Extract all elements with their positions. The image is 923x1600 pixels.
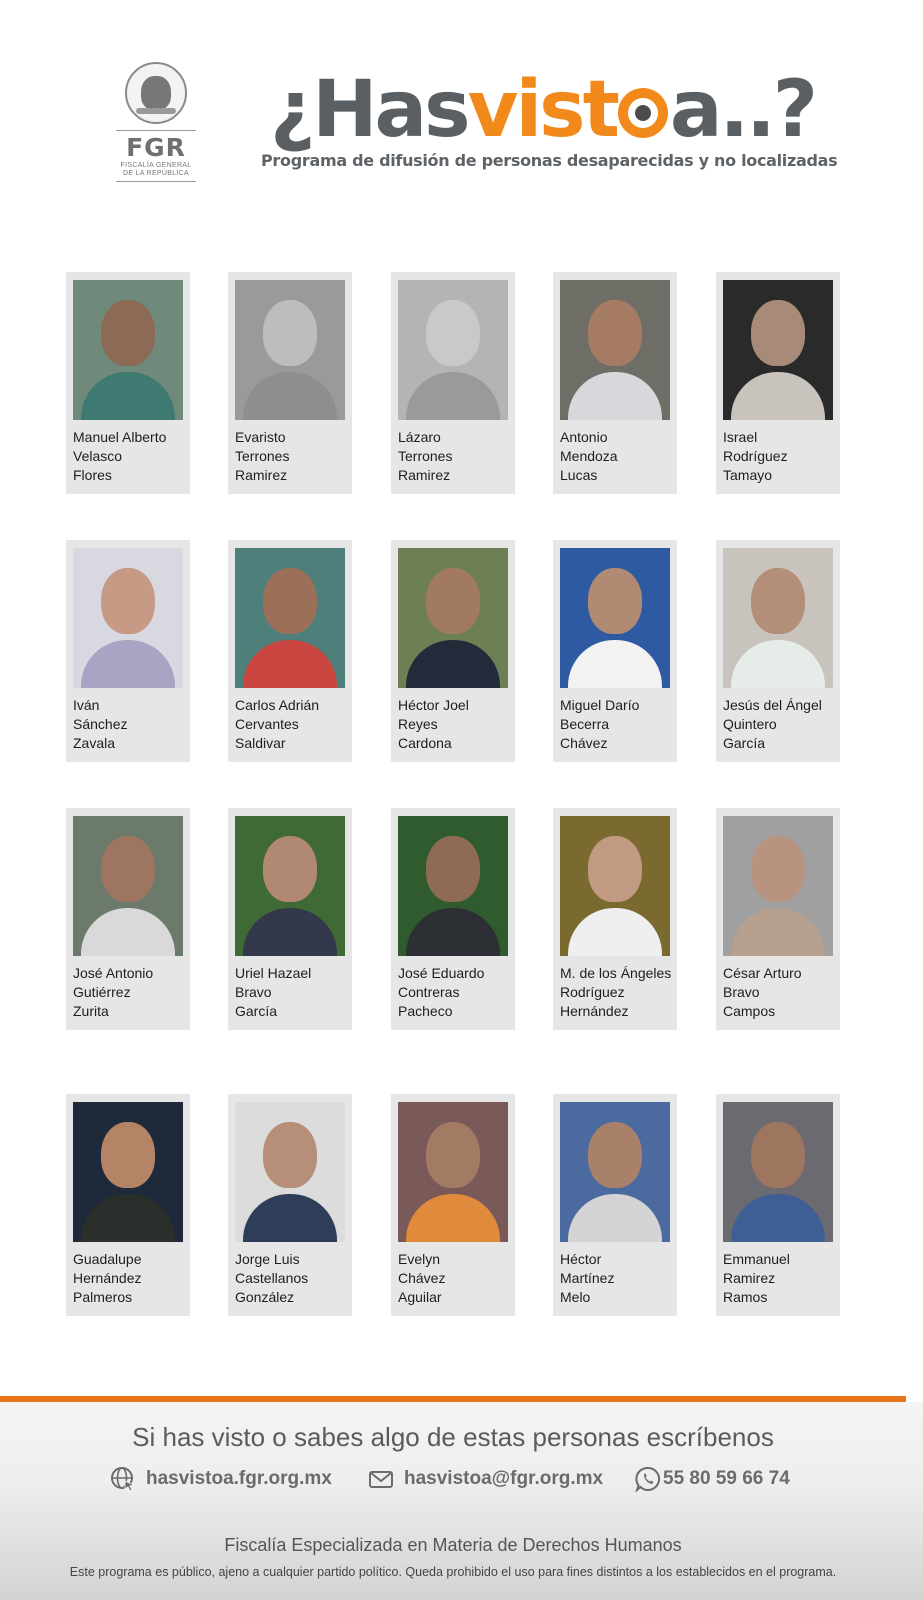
person-card [228,1094,352,1316]
person-name-line: García [723,735,766,751]
person-photo [560,816,670,956]
person-photo [235,816,345,956]
person-card [716,808,840,1030]
person-card [228,808,352,1030]
person-silhouette-body [568,1194,662,1242]
person-silhouette-head [101,836,155,902]
person-name-line: García [235,1003,278,1019]
person-photo [723,1102,833,1242]
person-name [723,696,841,753]
person-photo [560,548,670,688]
person-name [398,1250,516,1307]
person-silhouette-body [731,640,825,688]
person-name-line: Velasco [73,448,123,464]
person-silhouette-head [263,300,317,366]
person-card [716,1094,840,1316]
person-silhouette-body [406,1194,500,1242]
person-card [716,272,840,494]
person-name-line: Palmeros [73,1289,133,1305]
person-name-line: Martínez [560,1270,615,1286]
person-photo [398,548,508,688]
person-name-line: Ramirez [235,467,288,483]
person-name-line: Evaristo [235,429,286,445]
person-name-line: Héctor [560,1251,602,1267]
person-silhouette-body [731,1194,825,1242]
person-name-line: Bravo [235,984,272,1000]
person-silhouette-head [588,1122,642,1188]
person-card [66,272,190,494]
person-card [391,1094,515,1316]
disclaimer-text: Este programa es público, ajeno a cualquier partido político. Queda prohibido el uso para fines distintos a los establecidos en el programa. [69,1565,837,1579]
person-name-line: Jesús del Ángel [723,697,822,713]
person-name-line: Rodríguez [560,984,625,1000]
person-silhouette-head [426,836,480,902]
person-silhouette-body [81,1194,175,1242]
person-silhouette-head [263,1122,317,1188]
person-name-line: Lázaro [398,429,441,445]
person-name [73,696,191,753]
person-silhouette-head [588,300,642,366]
person-silhouette-head [263,568,317,634]
person-silhouette-head [751,300,805,366]
envelope-icon [368,1466,394,1492]
brand-prefix: ¿Has [270,65,468,155]
person-name-line: Tamayo [723,467,773,483]
person-name [398,428,516,485]
person-name-line: Cervantes [235,716,299,732]
person-silhouette-head [101,568,155,634]
person-photo [235,1102,345,1242]
person-silhouette-head [101,300,155,366]
person-photo [723,280,833,420]
person-card [66,1094,190,1316]
person-photo [398,816,508,956]
person-silhouette-body [406,640,500,688]
person-name-line: César Arturo [723,965,802,981]
person-name-line: Mendoza [560,448,618,464]
person-name-line: Rodríguez [723,448,788,464]
person-photo [398,1102,508,1242]
person-name [560,964,678,1021]
person-silhouette-body [81,640,175,688]
person-name [398,696,516,753]
person-card [66,540,190,762]
person-silhouette-head [263,836,317,902]
person-name [560,696,678,753]
person-name-line: Melo [560,1289,591,1305]
person-name-line: Guadalupe [73,1251,142,1267]
person-photo [560,280,670,420]
program-brand [270,60,815,160]
person-photo [723,548,833,688]
person-name-line: José Antonio [73,965,154,981]
person-name [73,964,191,1021]
person-name-line: Antonio [560,429,608,445]
person-silhouette-body [568,908,662,956]
logo-abbreviation: FGR [126,133,186,162]
email-link[interactable] [368,1466,603,1492]
person-name-line: Israel [723,429,758,445]
person-silhouette-body [568,372,662,420]
logo-subtitle-2: DE LA REPÚBLICA [123,170,189,177]
person-name [723,964,841,1021]
person-name-line: M. de los Ángeles [560,965,672,981]
person-photo [73,548,183,688]
person-name-line: Reyes [398,716,438,732]
phone-text: 55 80 59 66 74 [663,1468,790,1489]
person-silhouette-body [81,372,175,420]
person-name-line: Terrones [398,448,453,464]
logo-divider [116,130,196,131]
call-to-action: Si has visto o sabes algo de estas personas escríbenos [132,1422,774,1452]
person-silhouette-body [81,908,175,956]
person-name [560,428,678,485]
person-name [235,696,353,753]
person-name-line: José Eduardo [398,965,485,981]
person-silhouette-body [731,372,825,420]
person-silhouette-body [731,908,825,956]
person-silhouette-head [751,568,805,634]
program-tagline: Programa de difusión de personas desaparecidas y no localizadas [261,151,838,170]
person-name [723,1250,841,1307]
person-name-line: Quintero [723,716,777,732]
person-photo [560,1102,670,1242]
person-name-line: Contreras [398,984,460,1000]
person-silhouette-head [426,568,480,634]
person-silhouette-head [426,300,480,366]
person-silhouette-body [568,640,662,688]
website-link[interactable] [110,1466,332,1492]
person-silhouette-body [243,372,337,420]
person-name-line: Chávez [398,1270,446,1286]
person-silhouette-head [426,1122,480,1188]
person-photo [73,1102,183,1242]
person-card [66,808,190,1030]
person-photo [723,816,833,956]
person-silhouette-body [406,908,500,956]
person-name-line: Saldivar [235,735,286,751]
person-silhouette-head [101,1122,155,1188]
person-photo [235,280,345,420]
person-silhouette-body [243,908,337,956]
person-name-line: Castellanos [235,1270,309,1286]
person-name-line: Lucas [560,467,598,483]
fgr-logo [112,62,200,182]
person-name [398,964,516,1021]
person-card [716,540,840,762]
person-name [235,1250,353,1307]
person-name-line: Gutiérrez [73,984,131,1000]
person-name-line: Becerra [560,716,610,732]
person-name-line: Sánchez [73,716,128,732]
person-silhouette-head [751,836,805,902]
person-silhouette-body [243,1194,337,1242]
person-name-line: Iván [73,697,100,713]
person-name-line: Manuel Alberto [73,429,167,445]
person-name-line: Héctor Joel [398,697,469,713]
globe-cursor-icon [110,1466,136,1492]
person-name [560,1250,678,1307]
person-card [391,540,515,762]
person-name-line: Ramos [723,1289,768,1305]
whatsapp-icon [635,1466,661,1492]
person-name-line: Bravo [723,984,760,1000]
logo-divider-bottom [116,181,196,182]
person-name-line: Hernández [73,1270,142,1286]
person-card [228,272,352,494]
person-card [391,272,515,494]
person-card [228,540,352,762]
person-name [73,428,191,485]
person-name-line: Chávez [560,735,608,751]
person-name-line: Ramirez [723,1270,776,1286]
eye-icon [618,88,668,138]
person-card [553,272,677,494]
person-name-line: Uriel Hazael [235,965,312,981]
person-name-line: Terrones [235,448,290,464]
person-name-line: González [235,1289,295,1305]
person-silhouette-body [406,372,500,420]
person-name-line: Ramirez [398,467,451,483]
person-name-line: Emmanuel [723,1251,790,1267]
person-name [235,428,353,485]
email-text: hasvistoa@fgr.org.mx [404,1468,604,1489]
person-photo [73,816,183,956]
person-name-line: Cardona [398,735,452,751]
person-name-line: Campos [723,1003,776,1019]
person-silhouette-head [751,1122,805,1188]
person-silhouette-body [243,640,337,688]
website-text: hasvistoa.fgr.org.mx [146,1468,332,1489]
person-name-line: Aguilar [398,1289,442,1305]
person-silhouette-head [588,836,642,902]
mexican-seal-icon [125,62,187,124]
office-name: Fiscalía Especializada en Materia de Derechos Humanos [224,1535,682,1555]
person-photo [398,280,508,420]
brand-suffix: a..? [669,65,816,155]
person-photo [235,548,345,688]
person-name [723,428,841,485]
person-name-line: Zurita [73,1003,109,1019]
person-name-line: Hernández [560,1003,629,1019]
logo-subtitle-1: FISCALÍA GENERAL [120,162,192,169]
person-name [235,964,353,1021]
person-name-line: Miguel Darío [560,697,640,713]
person-name-line: Flores [73,467,112,483]
person-name-line: Evelyn [398,1251,441,1267]
person-card [553,540,677,762]
person-card [553,808,677,1030]
phone-link[interactable] [635,1466,790,1492]
brand-mid: vist [467,65,617,155]
person-card [553,1094,677,1316]
person-name [73,1250,191,1307]
person-silhouette-head [588,568,642,634]
person-photo [73,280,183,420]
person-name-line: Pacheco [398,1003,453,1019]
person-card [391,808,515,1030]
person-name-line: Zavala [73,735,116,751]
person-name-line: Carlos Adrián [235,697,320,713]
person-name-line: Jorge Luis [235,1251,300,1267]
